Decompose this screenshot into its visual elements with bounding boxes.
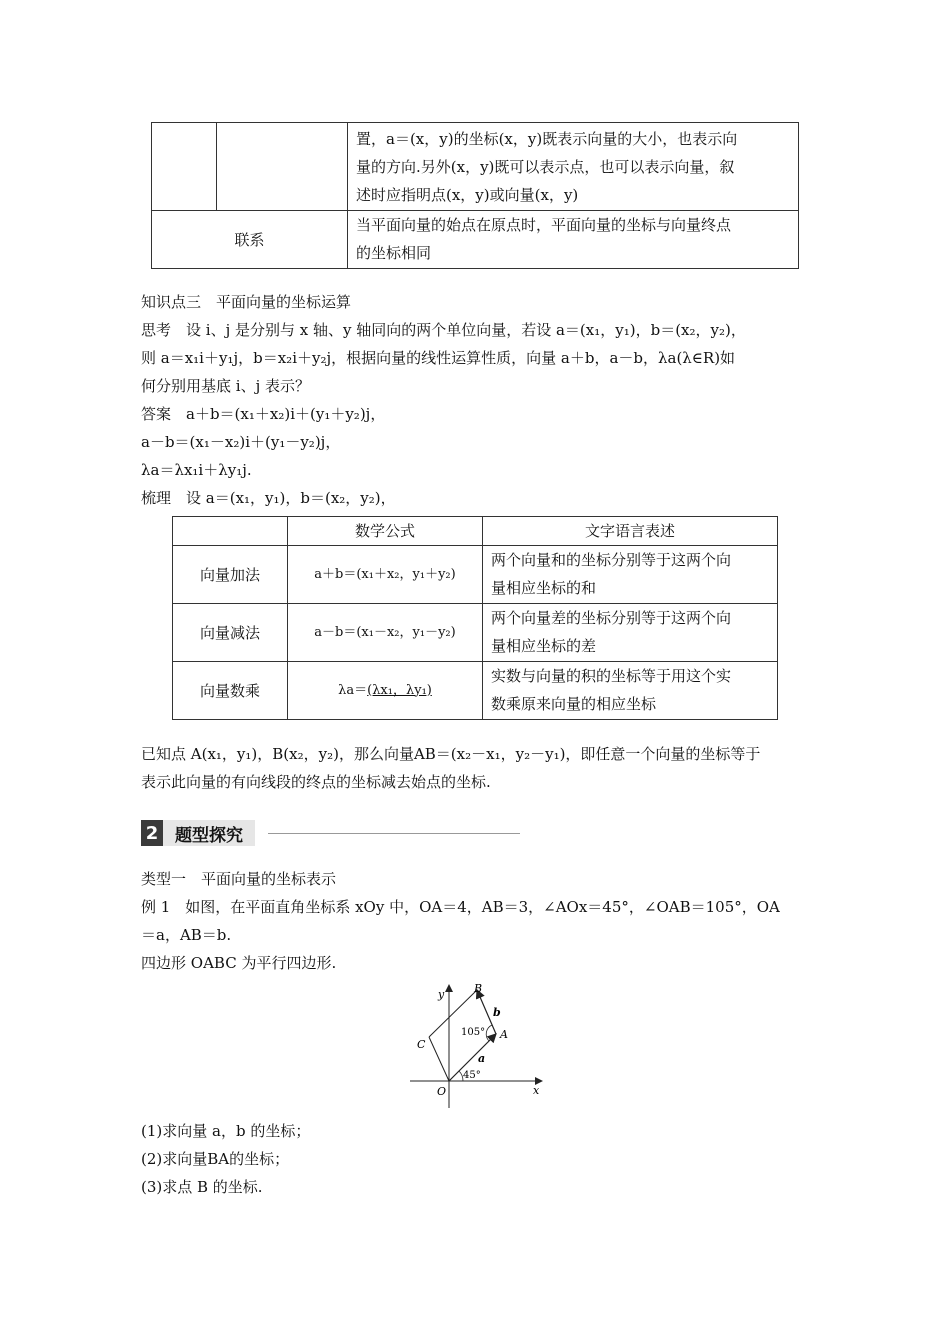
- desc-line: 量相应坐标的和: [491, 579, 597, 597]
- think-line-2: 则 a＝x₁i＋y₁j，b＝x₂i＋y₂j，根据向量的线性运算性质，向量 a＋b，a－b，λa(λ∈R)如: [141, 349, 736, 367]
- ops-row-name: 向量数乘: [173, 662, 288, 720]
- desc-line: 两个向量和的坐标分别等于这两个向: [491, 551, 732, 569]
- section-header: [141, 820, 255, 846]
- label-x: x: [533, 1084, 540, 1097]
- ops-row-desc: [483, 604, 778, 662]
- section-title: 题型探究: [163, 820, 255, 846]
- table-cell-empty-2: [217, 123, 348, 211]
- ops-header-formula: 数学公式: [288, 517, 483, 546]
- type-title: 类型一 平面向量的坐标表示: [141, 870, 337, 888]
- known-line-2: 表示此向量的有向线段的终点的坐标减去始点的坐标.: [141, 773, 491, 791]
- ops-row-formula: [288, 662, 483, 720]
- formula-prefix: λa＝: [338, 682, 368, 698]
- label-vector-a: a: [478, 1052, 486, 1065]
- formula-blank: (λx₁，λy₁): [367, 682, 432, 698]
- summary-line: 梳理 设 a＝(x₁，y₁)，b＝(x₂，y₂)，: [141, 489, 396, 507]
- table-cell-row1-text: [348, 123, 799, 211]
- answer-line-1: 答案 a＋b＝(x₁＋x₂)i＋(y₁＋y₂)j，: [141, 405, 386, 423]
- text-line: 量的方向.另外(x，y)既可以表示点，也可以表示向量，叙: [356, 158, 735, 176]
- section-number: 2: [141, 820, 163, 846]
- text-line: 述时应指明点(x，y)或向量(x，y): [356, 186, 579, 204]
- text-line: 的坐标相同: [356, 244, 432, 262]
- desc-line: 数乘原来向量的相应坐标: [491, 695, 657, 713]
- table-cell-relation-text: [348, 211, 799, 269]
- question-2: (2)求向量BA的坐标；: [141, 1150, 290, 1168]
- question-1: (1)求向量 a，b 的坐标；: [141, 1122, 311, 1140]
- label-vector-b: b: [493, 1006, 501, 1019]
- label-c-point: C: [417, 1038, 426, 1051]
- label-angle-45: 45°: [463, 1070, 481, 1081]
- example-line-3: 四边形 OABC 为平行四边形.: [141, 954, 337, 972]
- think-line-1: 思考 设 i、j 是分别与 x 轴、y 轴同向的两个单位向量，若设 a＝(x₁，y₁)，b＝(x₂，y₂)，: [141, 321, 746, 339]
- think-line-3: 何分别用基底 i、j 表示？: [141, 377, 310, 395]
- ops-row-formula: a＋b＝(x₁＋x₂，y₁＋y₂): [288, 546, 483, 604]
- ops-row-desc: [483, 662, 778, 720]
- answer-line-3: λa＝λx₁i＋λy₁j.: [141, 461, 252, 479]
- ops-row-name: 向量减法: [173, 604, 288, 662]
- ops-header-desc: 文字语言表述: [483, 517, 778, 546]
- example-line-2: ＝a，AB＝b.: [141, 926, 232, 944]
- label-o: O: [437, 1085, 447, 1098]
- example-line-1: 例 1 如图，在平面直角坐标系 xOy 中，OA＝4，AB＝3，∠AOx＝45°，∠OAB＝105°，OA: [141, 898, 780, 916]
- desc-line: 实数与向量的积的坐标等于用这个实: [491, 667, 732, 685]
- ops-row-name: 向量加法: [173, 546, 288, 604]
- ops-header-empty: [173, 517, 288, 546]
- label-y: y: [438, 988, 445, 1001]
- table-cell-empty-1: [152, 123, 217, 211]
- table-cell-relation-label: 联系: [152, 211, 348, 269]
- vector-figure: [405, 980, 550, 1110]
- segment-co: [429, 1037, 449, 1081]
- section-divider: [268, 833, 520, 834]
- label-b-point: B: [474, 982, 483, 995]
- desc-line: 量相应坐标的差: [491, 637, 597, 655]
- known-line-1: 已知点 A(x₁，y₁)，B(x₂，y₂)，那么向量AB＝(x₂－x₁，y₂－y₁)，即任意一个向量的坐标等于: [141, 745, 761, 763]
- desc-line: 两个向量差的坐标分别等于这两个向: [491, 609, 732, 627]
- answer-line-2: a－b＝(x₁－x₂)i＋(y₁－y₂)j，: [141, 433, 341, 451]
- label-angle-105: 105°: [461, 1027, 486, 1038]
- comparison-table-continuation: [151, 122, 799, 269]
- knowledge-title: 知识点三 平面向量的坐标运算: [141, 293, 352, 311]
- label-a-point: A: [500, 1028, 508, 1041]
- ops-row-desc: [483, 546, 778, 604]
- coordinate-operations-table: [172, 516, 778, 720]
- text-line: 当平面向量的始点在原点时，平面向量的坐标与向量终点: [356, 216, 732, 234]
- question-3: (3)求点 B 的坐标.: [141, 1178, 263, 1196]
- text-line: 置，a＝(x，y)的坐标(x，y)既表示向量的大小，也表示向: [356, 130, 738, 148]
- ops-row-formula: a－b＝(x₁－x₂，y₁－y₂): [288, 604, 483, 662]
